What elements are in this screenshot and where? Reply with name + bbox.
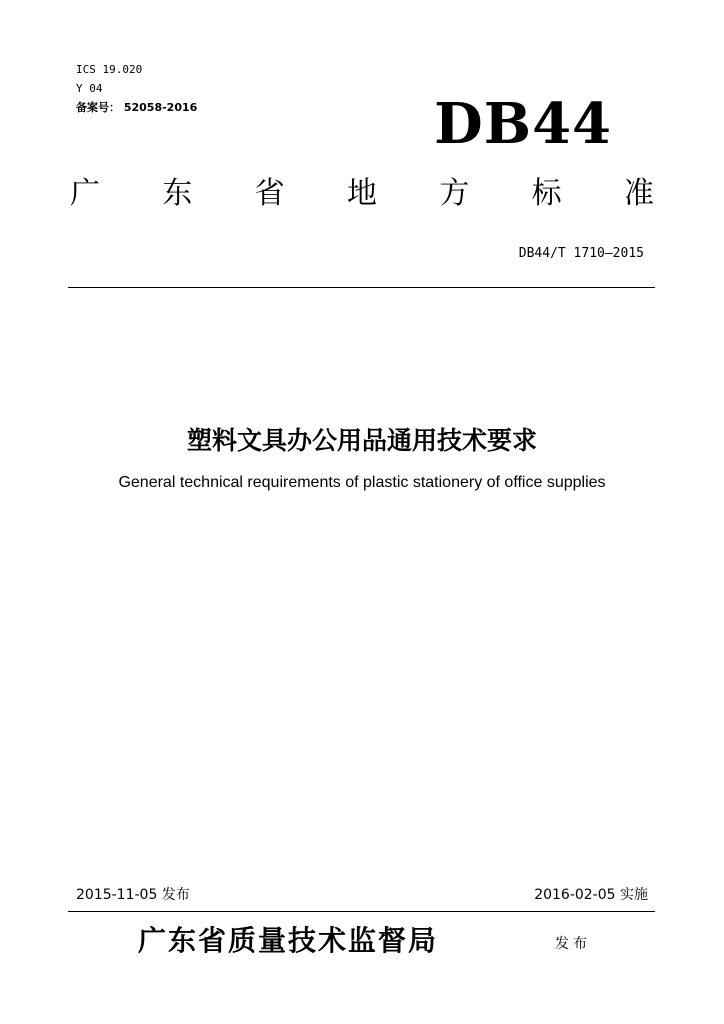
bottom-divider [68,911,655,912]
standard-type-code: DB44 [434,91,612,157]
record-number: 备案号： 52058-2016 [76,101,198,114]
standard-category-char: 地 [346,176,377,211]
publish-label: 发布 [555,936,591,952]
document-title-chinese: 塑料文具办公用品通用技术要求 [186,426,537,455]
implementation-date: 2016-02-05 实施 [534,887,648,903]
standard-category-char: 省 [254,176,285,211]
standard-code: DB44/T 1710—2015 [518,246,644,261]
standard-category-char: 方 [439,176,470,211]
ccs-number: Y 04 [76,82,103,95]
standard-category-char: 标 [531,176,562,211]
standard-category-char: 东 [162,176,193,211]
standard-category-title [70,174,654,214]
document-title-english: General technical requirements of plastic stationery of office supplies [118,474,606,491]
standard-category-char: 准 [623,176,654,211]
top-divider [68,287,655,288]
ics-number: ICS 19.020 [76,63,143,76]
issue-date: 2015-11-05 发布 [76,887,190,903]
standard-category-char: 广 [70,176,100,211]
issuing-authority: 广东省质量技术监督局 [138,924,439,957]
